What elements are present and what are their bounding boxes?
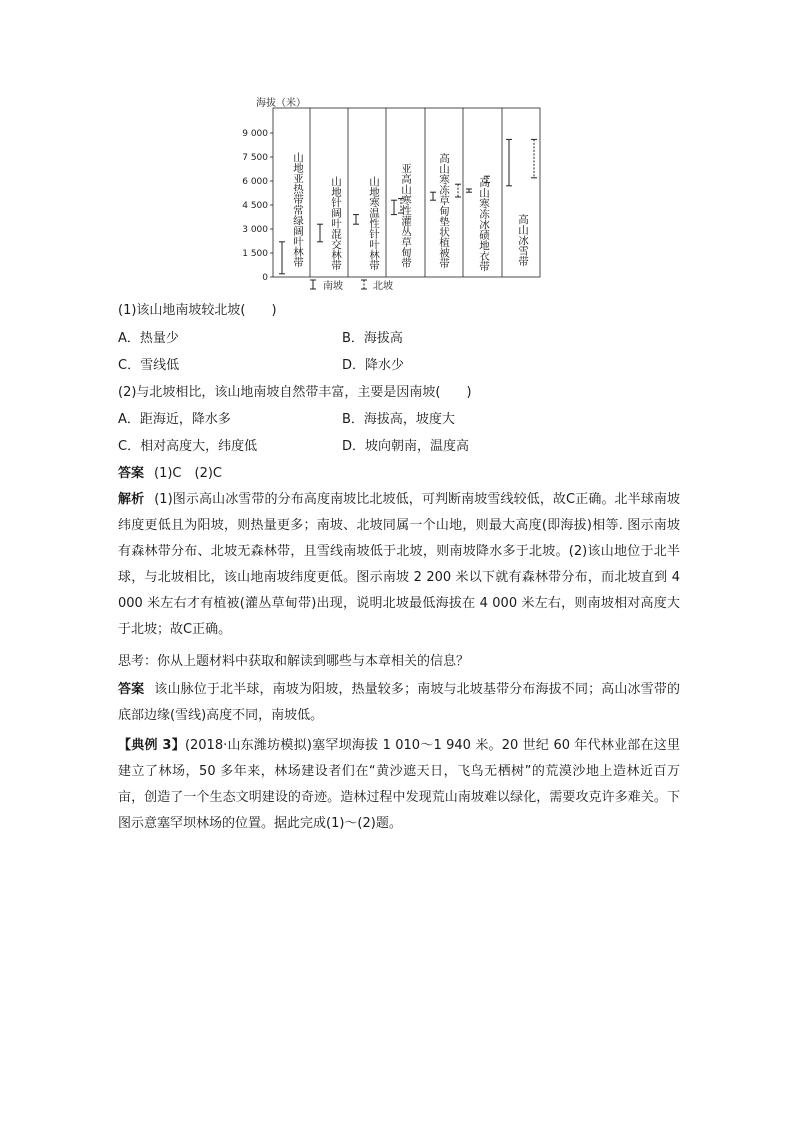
y-tick-label: 7 500 [242,153,268,163]
south-range-bar [430,192,436,200]
thinking-question: 思考：你从上题材料中获取和解读到哪些与本章相关的信息？ [118,654,470,669]
q2-option-a: A．距海近，降水多 [118,412,231,427]
south-range-bar [391,200,397,214]
south-range-bar [279,242,285,274]
legend-south-label: 南坡 [323,281,343,292]
answer-label: 答案 [118,466,145,481]
q2-option-d: D．坡向朝南，温度高 [342,439,470,454]
answer2-label: 答案 [118,682,145,697]
y-axis-title: 海拔（米） [256,98,306,109]
example-3-paragraph [118,733,680,837]
y-tick-label: 4 500 [242,201,268,211]
analysis-text: (1)图示高山冰雪带的分布高度南坡比北坡低，可判断南坡雪线较低，故C正确。北半球南坡纬度更低且为阳坡，则热量更多；南坡、北坡同属一个山地，则最大高度(即海拔)相等. 图示南坡有森林带分布、北坡无森林带，且雪线南坡低于北坡，则南坡降水多于北坡。(2)该山地位于北半球，与北坡相比，该山地南坡纬度更低。图示南坡 2 200 米以下就有森林带分布，而北坡直到 4 000 米左右才有植被(灌丛草甸带)出现，说明北坡最低海拔在 4 000 米左右，则南坡相对高度大于北坡；故C正确。 [118,492,680,637]
y-tick-label: 6 000 [242,177,268,187]
q1-option-d: D．降水少 [342,358,405,373]
y-tick-label: 0 [262,273,268,283]
zone-label: 高山寒冻冰碛地衣带 [478,177,490,272]
answer2-paragraph [118,677,680,729]
answer-text: (1)C (2)C [154,466,222,481]
y-tick-label: 1 500 [242,249,268,259]
q1-option-c: C．雪线低 [118,358,180,373]
legend-south-symbol [310,280,316,289]
question-2-stem: (2)与北坡相比，该山地南坡自然带丰富，主要是因南坡( ) [118,385,472,400]
answer-line [118,467,222,481]
q2-option-b: B．海拔高，坡度大 [342,412,455,427]
analysis-paragraph [118,487,680,643]
legend-north-label: 北坡 [373,281,393,292]
zone-label: 山地亚热带常绿阔叶林带 [292,152,304,268]
zone-label: 高山寒冻草甸垫状植被带 [438,153,450,269]
q2-option-c: C．相对高度大，纬度低 [118,439,258,454]
legend-north-symbol [361,280,367,289]
y-tick-label: 3 000 [242,225,268,235]
zone-label: 山地寒温性针叶林带 [368,176,380,271]
example-text: 塞罕坝海拔 1 010～1 940 米。20 世纪 60 年代林业部在这里建立了林场，50 多年来，林场建设者们在“黄沙遮天日，飞鸟无栖树”的荒漠沙地上造林近百万亩，创造了一个生态文明建设的奇迹。造林过程中发现荒山南坡难以绿化，需要攻克许多难关。下图示意塞罕坝林场的位置。据此完成(1)～(2)题。 [118,738,680,831]
south-range-bar [317,224,323,242]
north-range-bar [455,184,461,197]
q1-option-b: B．海拔高 [342,331,403,346]
analysis-label: 解析 [118,492,145,507]
example-source: (2018·山东潍坊模拟) [184,738,312,753]
zone-label: 山地针阔叶混交林带 [330,176,342,271]
north-range-bar [531,139,537,177]
south-range-bar [353,215,359,225]
question-1-stem: (1)该山地南坡较北坡( ) [118,303,277,318]
altitudinal-zonation-figure [240,93,560,293]
legend [310,279,393,292]
south-range-bar [466,189,472,192]
y-tick-label: 9 000 [242,129,268,139]
zone-label: 亚高山寒性灌丛草甸带 [400,163,412,268]
answer2-text: 该山脉位于北半球，南坡为阳坡，热量较多；南坡与北坡基带分布海拔不同；高山冰雪带的底部边缘(雪线)高度不同，南坡低。 [118,682,680,723]
zone-label: 高山冰雪带 [517,214,529,267]
south-range-bar [506,139,512,185]
q1-option-a: A．热量少 [118,331,179,346]
y-axis-ticks [242,129,273,283]
example-label: 【典例 3】 [118,738,185,753]
